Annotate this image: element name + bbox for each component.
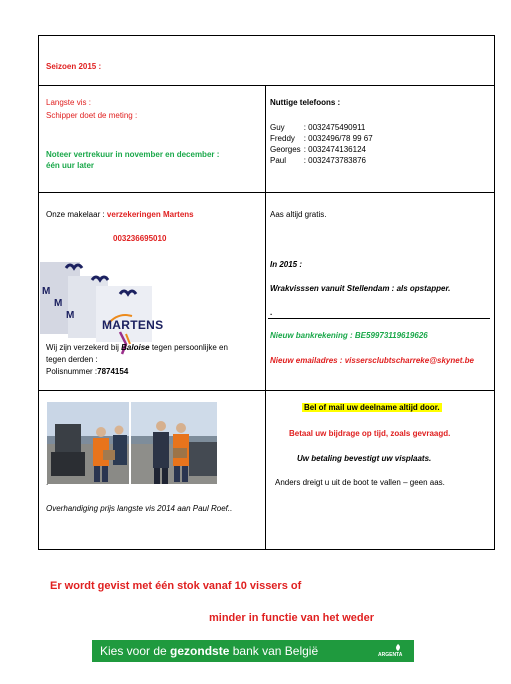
reminder-call-or-mail — [302, 403, 442, 413]
in-2015-label: In 2015 : — [270, 260, 303, 269]
phone-name: Guy — [270, 123, 285, 132]
table-column-divider — [265, 85, 266, 550]
argenta-brand: ARGENTA — [378, 652, 403, 658]
reminder-warning: Anders dreigt u uit de boot te vallen – geen aas. — [275, 478, 445, 487]
phones-table — [270, 122, 376, 166]
insurer-text-2: tegen persoonlijke en — [149, 343, 228, 352]
policy-label: Polisnummer : — [46, 367, 98, 376]
svg-text:M: M — [54, 298, 63, 309]
policy-line — [46, 367, 128, 377]
skipper-label: Schipper doet de meting : — [46, 111, 138, 120]
policy-number: 7874154 — [97, 367, 129, 376]
bait-free: Aas altijd gratis. — [270, 210, 327, 219]
broker-phone: 003236695010 — [113, 234, 167, 243]
footer-line-1: Er wordt gevist met één stok vanaf 10 vissers of — [50, 580, 302, 592]
table-border-right — [494, 35, 495, 550]
phone-row — [270, 155, 376, 166]
martens-logo-text: MARTENS — [102, 318, 164, 332]
phone-row — [270, 122, 376, 133]
table-row-divider — [38, 85, 495, 86]
phone-number: : 0032473783876 — [303, 156, 366, 165]
insurer-name: Baloise — [121, 343, 150, 352]
departure-note: Noteer vertrekuur in november en december : — [46, 150, 220, 159]
longest-fish-label: Langste vis : — [46, 98, 91, 107]
phone-number: : 0032496/78 99 67 — [303, 134, 373, 143]
footer-line-2: minder in functie van het weder — [209, 612, 375, 624]
bank-label: Nieuw bankrekening : — [270, 331, 355, 340]
bank-account — [270, 331, 428, 341]
phone-name: Freddy — [270, 134, 295, 143]
phone-number: : 0032475490911 — [303, 123, 366, 132]
phone-name: Georges — [270, 145, 301, 154]
photo-handover-1-image — [47, 402, 129, 484]
reminder-confirm: Uw betaling bevestigt uw visplaats. — [297, 454, 432, 463]
broker-prefix: Onze makelaar : — [46, 210, 107, 219]
reminder-call-or-mail-text: Bel of mail uw deelname altijd door. — [304, 403, 440, 412]
table-row-divider — [38, 390, 495, 391]
table-border-top — [38, 35, 495, 36]
email-address — [270, 356, 474, 366]
broker-line — [46, 210, 194, 220]
svg-text:M: M — [42, 286, 51, 297]
svg-text:M: M — [66, 310, 75, 321]
reminder-pay: Betaal uw bijdrage op tijd, zoals gevraagd. — [289, 429, 451, 438]
banner-text-pre: Kies voor de — [100, 644, 171, 658]
photo-handover-1 — [47, 402, 129, 484]
argenta-banner-text — [100, 644, 318, 658]
departure-note-2: één uur later — [46, 161, 95, 170]
photo-handover-2 — [131, 402, 217, 484]
email-value: vissersclubtscharreke@skynet.be — [344, 356, 474, 365]
photo-handover-2-image — [131, 402, 217, 484]
bank-number: BE59973119619626 — [354, 331, 428, 340]
phones-title: Nuttige telefoons : — [270, 98, 341, 107]
argenta-logo — [378, 643, 410, 659]
phone-name: Paul — [270, 156, 287, 165]
table-border-bottom — [38, 549, 495, 550]
photo-dot: . — [46, 478, 49, 487]
wreck-fishing: Wrakvisssen vanuit Stellendam : als opstapper. — [270, 284, 451, 293]
banner-text-bold: gezondste — [170, 644, 230, 658]
phone-number: : 0032474136124 — [303, 145, 366, 154]
broker-name: verzekeringen Martens — [106, 210, 194, 219]
banner-text-post: bank van België — [229, 644, 319, 658]
insurer-line — [46, 343, 228, 353]
table-border-left — [38, 35, 39, 550]
insurer-line-2: tegen derden : — [46, 355, 98, 364]
info-dot: . — [270, 308, 273, 317]
email-label: Nieuw emailadres : — [270, 356, 345, 365]
photo-caption: Overhandiging prijs langste vis 2014 aan Paul Roef.. — [46, 504, 233, 513]
info-divider — [268, 318, 490, 319]
argenta-banner[interactable] — [92, 640, 414, 662]
season-label: Seizoen 2015 : — [46, 62, 102, 71]
phone-row — [270, 144, 376, 155]
table-row-divider — [38, 192, 495, 193]
insurer-text-1: Wij zijn verzekerd bij — [46, 343, 122, 352]
phone-row — [270, 133, 376, 144]
